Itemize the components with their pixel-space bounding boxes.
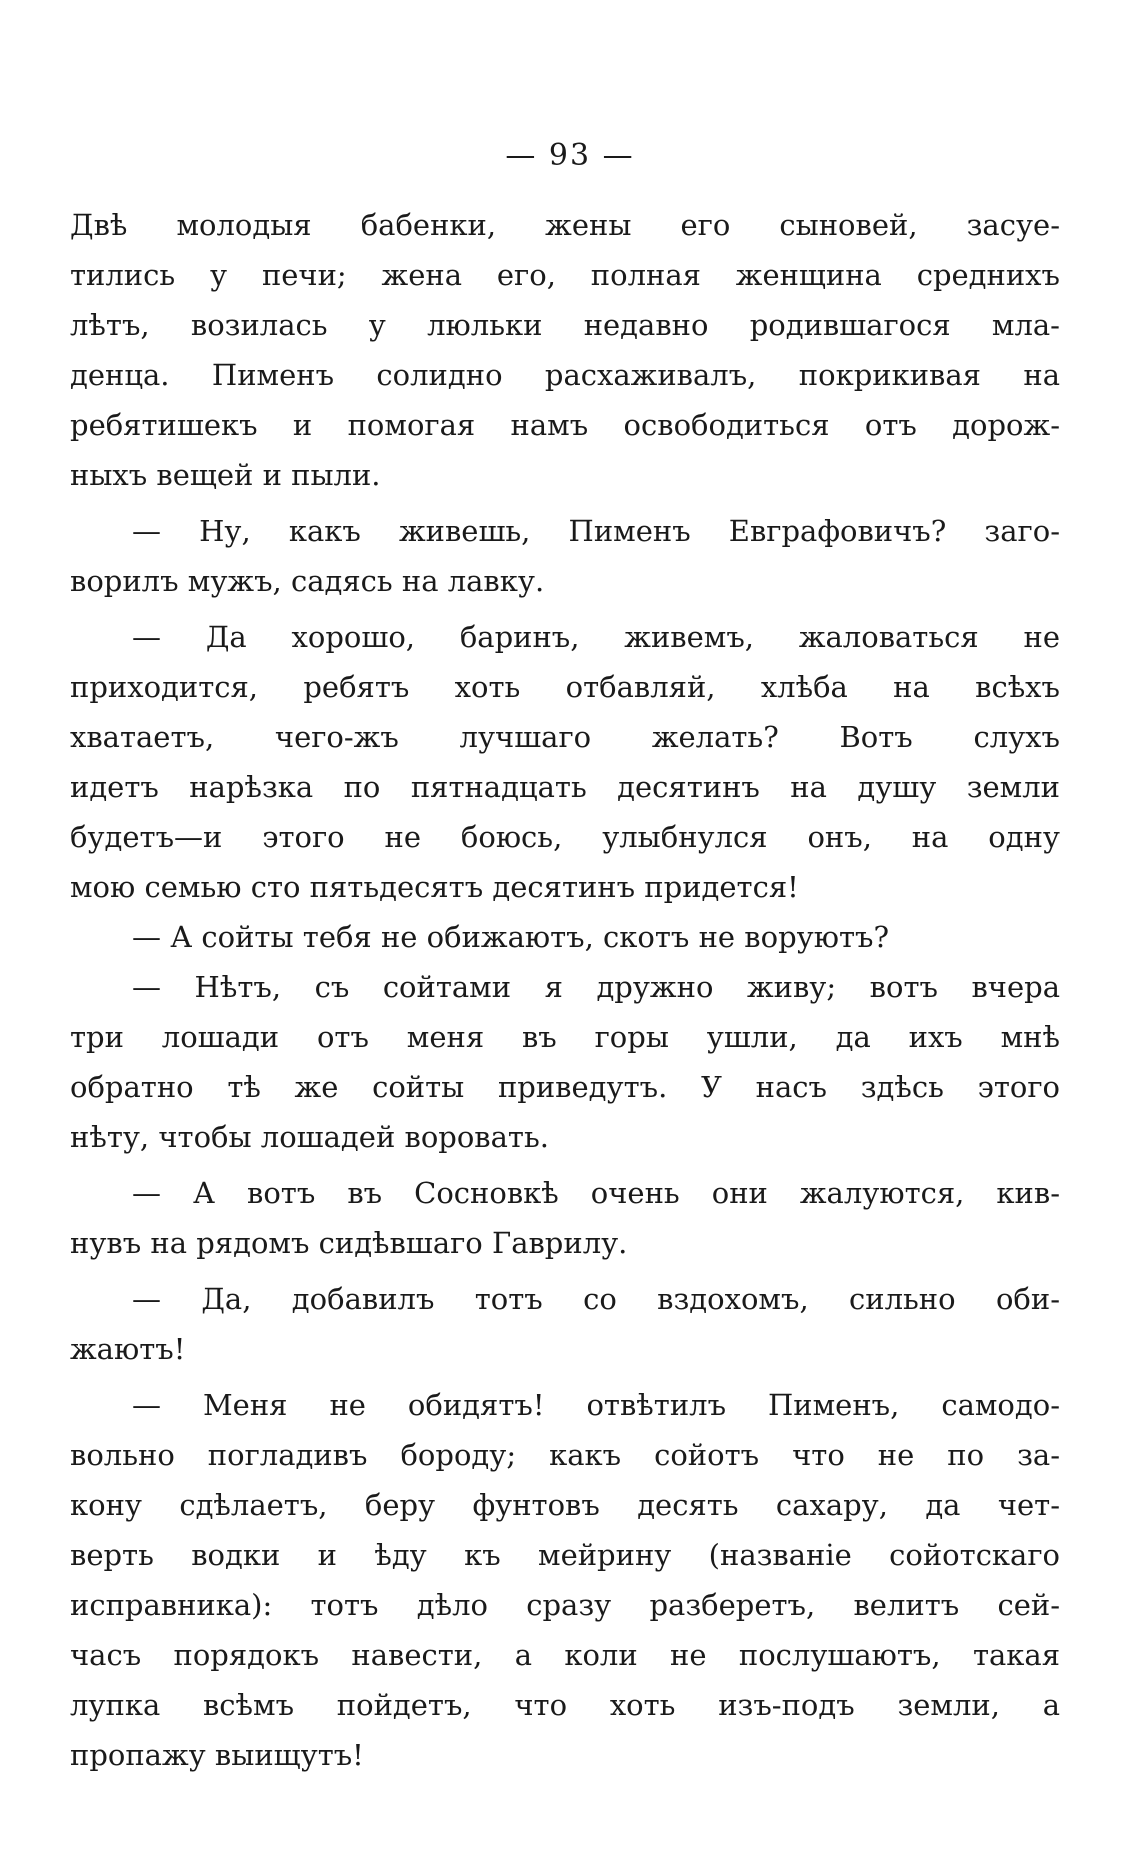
text-line: Двѣ молодыя бабенки, жены его сыновей, засуе- bbox=[70, 208, 1060, 242]
text-line: денца. Пименъ солидно расхаживалъ, покрикивая на bbox=[70, 358, 1060, 392]
text-line: кону сдѣлаетъ, беру фунтовъ десять сахару, да чет- bbox=[70, 1488, 1060, 1522]
text-line: идетъ нарѣзка по пятнадцать десятинъ на душу земли bbox=[70, 770, 1060, 804]
dialogue-line: — Ну, какъ живешь, Пименъ Евграфовичъ? заго- bbox=[132, 514, 1060, 548]
dialogue-line: — Нѣтъ, съ сойтами я дружно живу; вотъ вчера bbox=[132, 970, 1060, 1004]
text-line: ребятишекъ и помогая намъ освободиться отъ дорож- bbox=[70, 408, 1060, 442]
text-line: мою семью сто пятьдесятъ десятинъ придется! bbox=[70, 870, 799, 904]
text-line: часъ порядокъ навести, а коли не послушаютъ, такая bbox=[70, 1638, 1060, 1672]
text-line: хватаетъ, чего-жъ лучшаго желать? Вотъ слухъ bbox=[70, 720, 1060, 754]
text-line: вольно погладивъ бороду; какъ сойотъ что не по за- bbox=[70, 1438, 1060, 1472]
text-line: обратно тѣ же сойты приведутъ. У насъ здѣсь этого bbox=[70, 1070, 1060, 1104]
text-line: будетъ—и этого не боюсь, улыбнулся онъ, на одну bbox=[70, 820, 1060, 854]
dialogue-line: — А сойты тебя не обижаютъ, скотъ не воруютъ? bbox=[132, 920, 890, 954]
body-text bbox=[70, 200, 1060, 1780]
text-line: нувъ на рядомъ сидѣвшаго Гаврилу. bbox=[70, 1226, 628, 1260]
text-line: приходится, ребятъ хоть отбавляй, хлѣба на всѣхъ bbox=[70, 670, 1060, 704]
dialogue-line: — Да, добавилъ тотъ со вздохомъ, сильно оби- bbox=[132, 1282, 1060, 1316]
text-line: пропажу выищутъ! bbox=[70, 1738, 364, 1772]
dialogue-line: — Меня не обидятъ! отвѣтилъ Пименъ, самодо- bbox=[132, 1388, 1060, 1422]
dialogue-line: — Да хорошо, баринъ, живемъ, жаловаться не bbox=[132, 620, 1060, 654]
text-line: нѣту, чтобы лошадей воровать. bbox=[70, 1120, 549, 1154]
text-line: три лошади отъ меня въ горы ушли, да ихъ мнѣ bbox=[70, 1020, 1060, 1054]
page-number: — 93 — bbox=[505, 138, 635, 173]
text-line: лѣтъ, возилась у люльки недавно родившагося мла- bbox=[70, 308, 1060, 342]
text-line: верть водки и ѣду къ мейрину (названіе сойотскаго bbox=[70, 1538, 1060, 1572]
text-line: жаютъ! bbox=[70, 1332, 186, 1366]
text-line: ныхъ вещей и пыли. bbox=[70, 458, 381, 492]
dialogue-line: — А вотъ въ Сосновкѣ очень они жалуются, кив- bbox=[132, 1176, 1060, 1210]
text-line: ворилъ мужъ, садясь на лавку. bbox=[70, 564, 545, 598]
text-line: исправника): тотъ дѣло сразу разберетъ, велитъ сей- bbox=[70, 1588, 1060, 1622]
text-line: тились у печи; жена его, полная женщина среднихъ bbox=[70, 258, 1060, 292]
text-line: лупка всѣмъ пойдетъ, что хоть изъ-подъ земли, а bbox=[70, 1688, 1060, 1722]
